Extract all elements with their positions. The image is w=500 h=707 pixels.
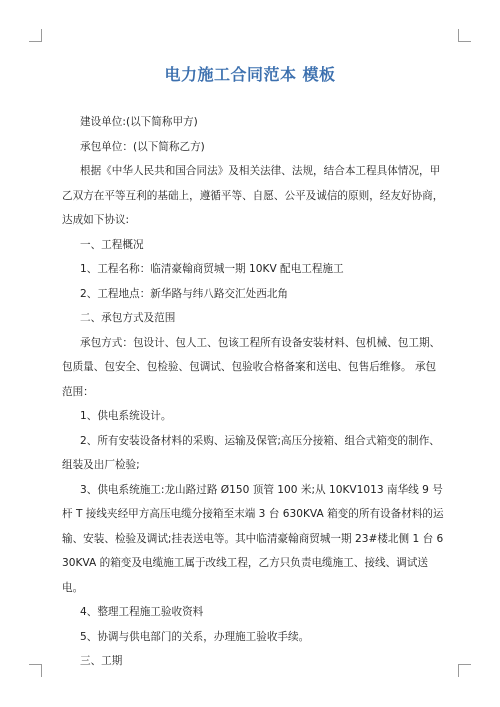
party-a-line: 建设单位:(以下简称甲方) [80, 116, 198, 128]
party-b-line: 承包单位：(以下简称乙方) [80, 140, 205, 153]
section-heading-contract-scope: 二、承包方式及范围 [80, 312, 176, 324]
section-heading-project-overview: 一、工程概况 [80, 238, 144, 251]
section-heading-schedule: 三、工期 [80, 655, 123, 667]
crop-mark-top-left [29, 29, 42, 42]
scope-item-5: 5、协调与供电部门的关系，办理施工验收手续。 [80, 630, 310, 643]
crop-mark-top-right [458, 29, 471, 42]
scope-item-4: 4、整理工程施工验收资料 [80, 606, 204, 618]
scope-item-2: 2、所有安装设备材料的采购、运输及保管;高压分接箱、组合式箱变的制作、组装及出厂检验; [62, 434, 440, 471]
project-location-item: 2、工程地点：新华路与纬八路交汇处西北角 [80, 287, 289, 300]
scope-item-1: 1、供电系统设计。 [80, 410, 172, 422]
document-title: 电力施工合同范本 模板 [164, 65, 336, 84]
contract-method-paragraph: 承包方式：包设计、包人工、包该工程所有设备安装材料、包机械、包工期、包质量、包安全、包检验、包调试、包验收合格备案和送电、包售后维修。 承包范围： [62, 336, 441, 398]
scope-item-3: 3、供电系统施工:龙山路过路 Ø150 顶管 100 米;从 10KV1013 南华线 9 号杆 T 接线夹经甲方高压电缆分接箱至末端 3 台 630KVA 箱变的所有设备材料的运输、安装、检验及调试;挂表送电等。其中临清豪翰商贸城一期 23#楼北侧 1 台 630KVA 的箱变及电缆施工属于改线工程，乙方只负责电缆施工、接线、调试送电。 [62, 483, 444, 594]
preamble-paragraph: 根据《中华人民共和国合同法》及相关法律、法规，结合本工程具体情况，甲乙双方在平等互利的基础上，遵循平等、自愿、公平及诚信的原则，经友好协商，达成如下协议: [62, 165, 444, 226]
crop-mark-bottom-left [29, 664, 42, 677]
project-name-item: 1、工程名称：临清豪翰商贸城一期 10KV 配电工程施工 [80, 263, 344, 275]
crop-mark-bottom-right [458, 664, 471, 677]
document-body [62, 110, 446, 674]
